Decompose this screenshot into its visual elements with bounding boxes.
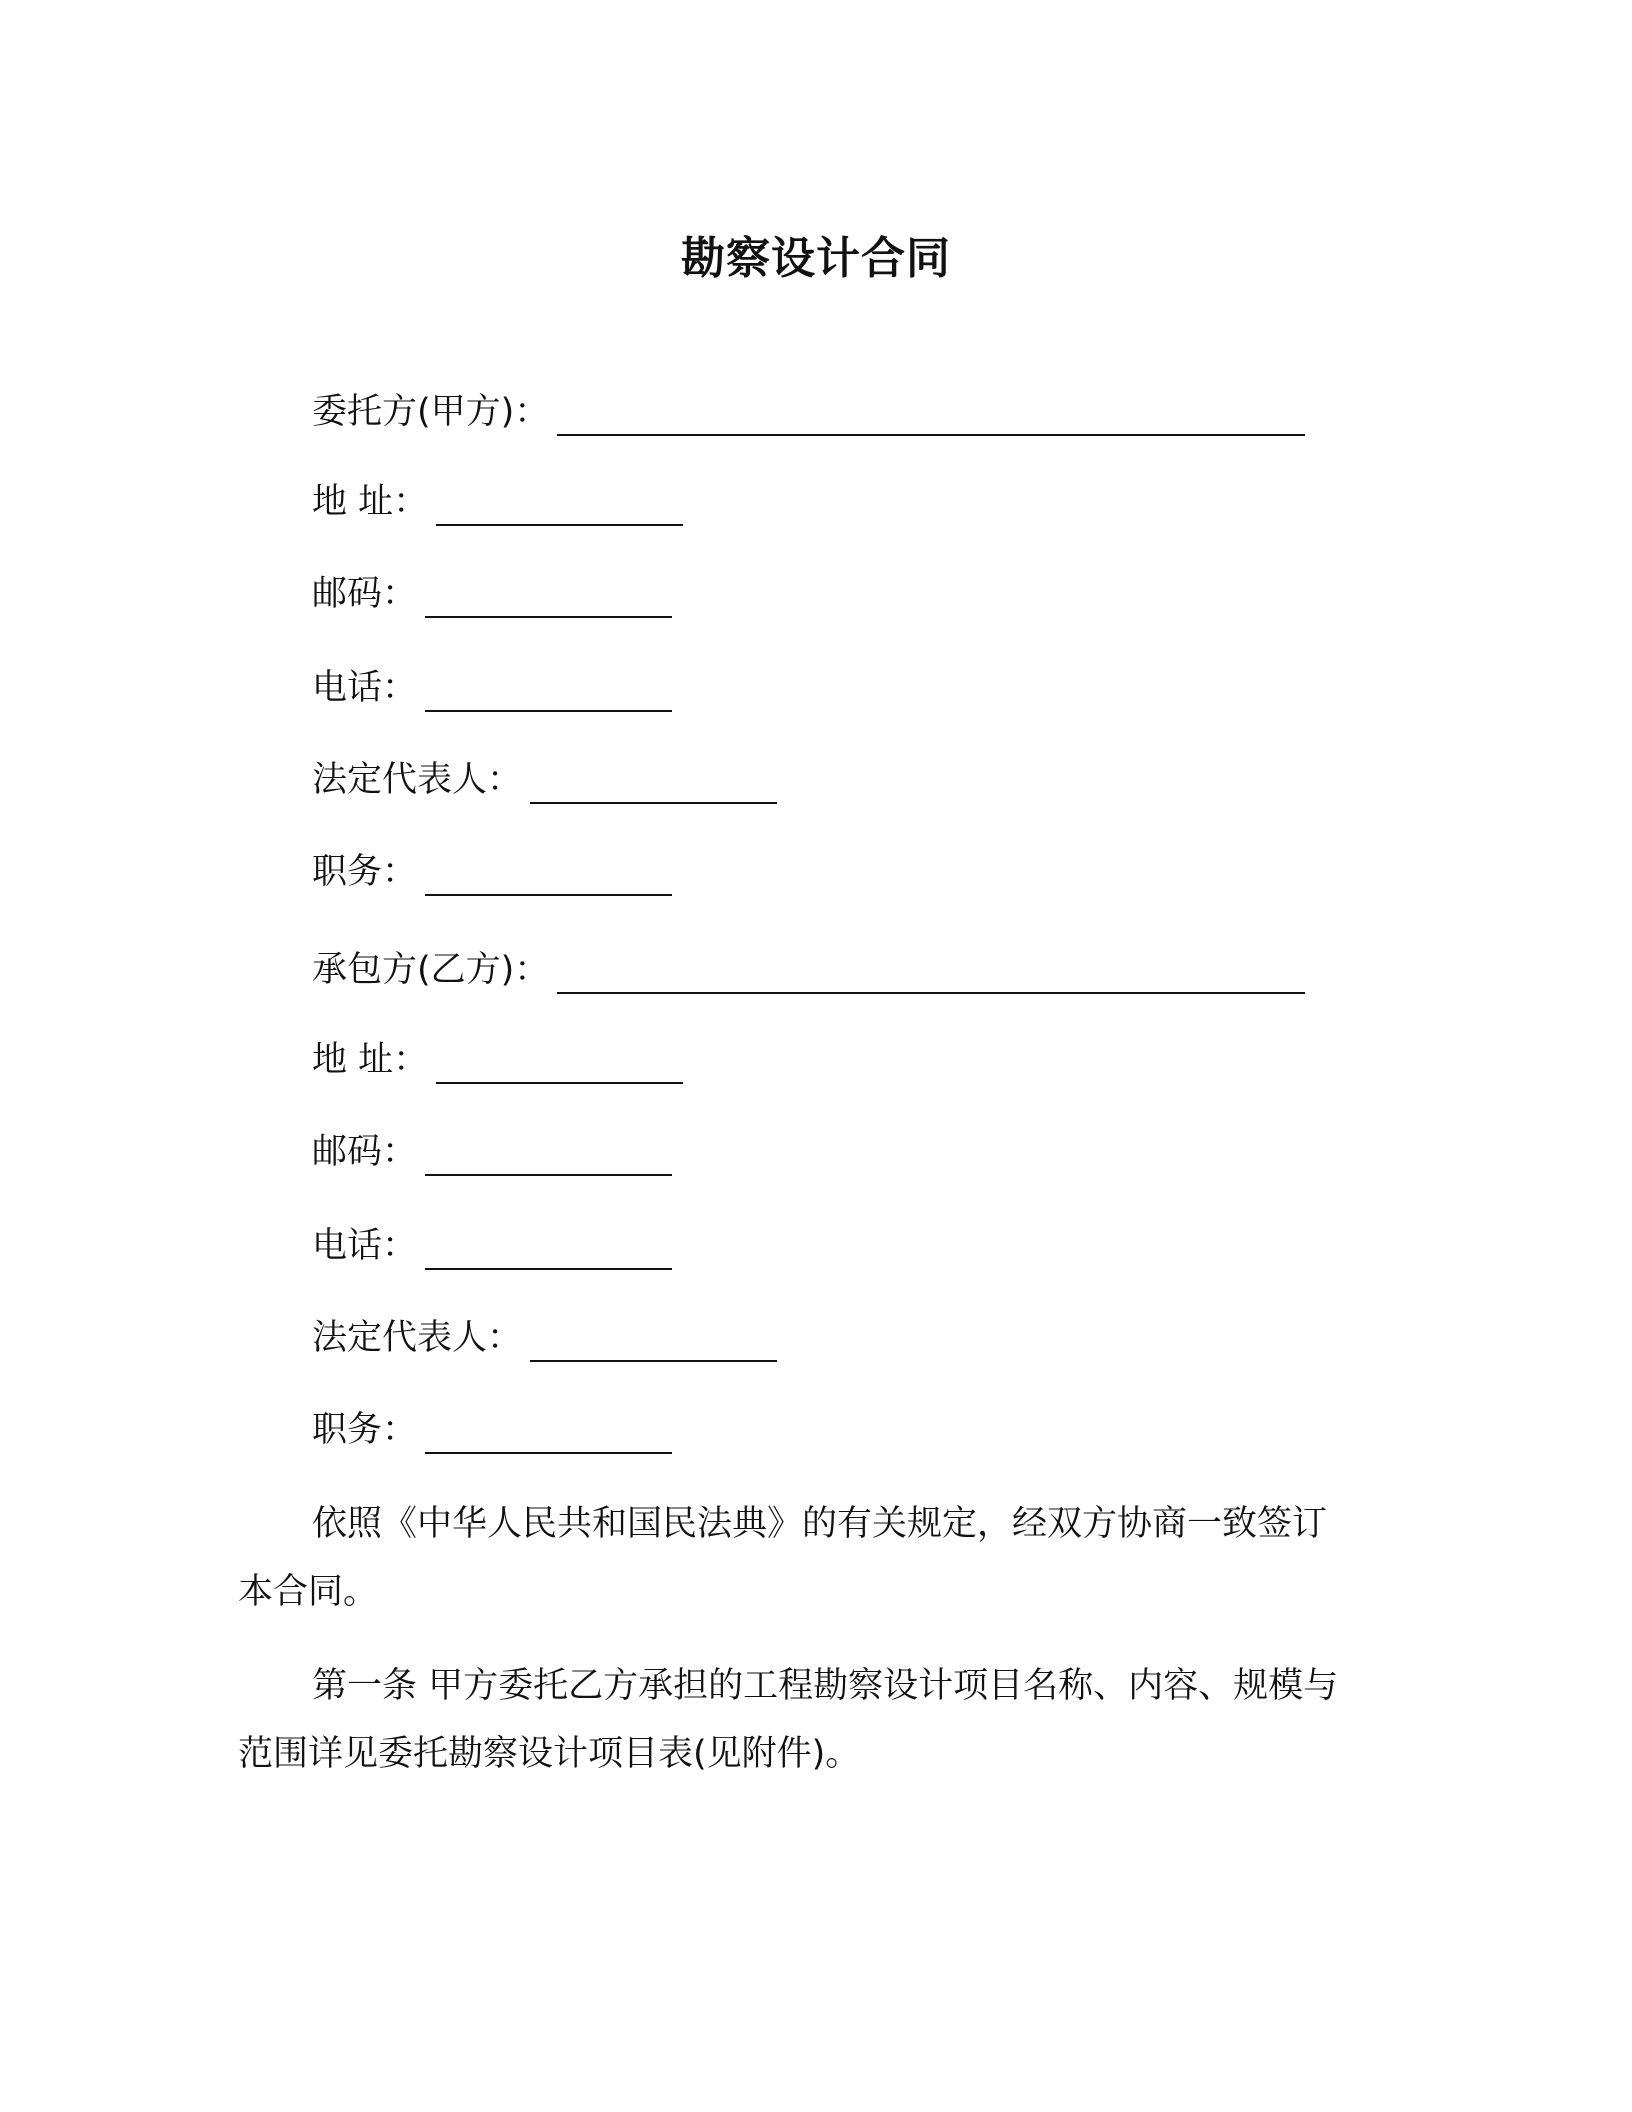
party-a-legal-rep-row bbox=[312, 756, 777, 804]
party-b-name-label: 承包方(乙方)： bbox=[312, 950, 550, 990]
party-a-phone-row bbox=[312, 664, 672, 712]
party-b-phone-label: 电话： bbox=[312, 1226, 418, 1266]
party-b-postcode-label: 邮码： bbox=[312, 1132, 418, 1172]
party-b-postcode-blank[interactable] bbox=[425, 1134, 672, 1176]
party-b-name-row bbox=[312, 946, 1305, 994]
party-b-legal-rep-row bbox=[312, 1314, 777, 1362]
intro-paragraph: 依照《中华人民共和国民法典》的有关规定，经双方协商一致签订本合同。 bbox=[238, 1504, 1328, 1612]
party-b-position-blank[interactable] bbox=[425, 1412, 672, 1454]
party-b-address-label: 地 址： bbox=[312, 1040, 429, 1080]
party-b-postcode-row bbox=[312, 1128, 672, 1176]
party-b-legal-rep-blank[interactable] bbox=[530, 1320, 777, 1362]
party-b-phone-blank[interactable] bbox=[425, 1228, 672, 1270]
party-b-legal-rep-label: 法定代表人： bbox=[312, 1318, 523, 1358]
party-a-address-row bbox=[312, 478, 683, 526]
party-a-position-row bbox=[312, 848, 672, 896]
party-a-legal-rep-blank[interactable] bbox=[530, 762, 777, 804]
party-b-position-row bbox=[312, 1406, 672, 1454]
party-a-address-label: 地 址： bbox=[312, 482, 429, 522]
party-a-postcode-blank[interactable] bbox=[425, 576, 672, 618]
party-a-position-label: 职务： bbox=[312, 852, 418, 892]
party-b-name-blank[interactable] bbox=[557, 952, 1305, 994]
article-1-paragraph: 第一条 甲方委托乙方承担的工程勘察设计项目名称、内容、规模与范围详见委托勘察设计项目表(见附件)。 bbox=[238, 1666, 1339, 1774]
party-b-position-label: 职务： bbox=[312, 1410, 418, 1450]
party-a-name-label: 委托方(甲方)： bbox=[312, 392, 550, 432]
party-b-address-row bbox=[312, 1036, 683, 1084]
party-a-phone-blank[interactable] bbox=[425, 670, 672, 712]
party-b-phone-row bbox=[312, 1222, 672, 1270]
party-a-address-blank[interactable] bbox=[436, 484, 683, 526]
party-a-position-blank[interactable] bbox=[425, 854, 672, 896]
party-a-name-blank[interactable] bbox=[557, 394, 1305, 436]
document-title: 勘察设计合同 bbox=[681, 233, 951, 284]
party-a-legal-rep-label: 法定代表人： bbox=[312, 760, 523, 800]
party-a-phone-label: 电话： bbox=[312, 668, 418, 708]
party-a-postcode-label: 邮码： bbox=[312, 574, 418, 614]
party-b-address-blank[interactable] bbox=[436, 1042, 683, 1084]
party-a-postcode-row bbox=[312, 570, 672, 618]
party-a-name-row bbox=[312, 388, 1305, 436]
